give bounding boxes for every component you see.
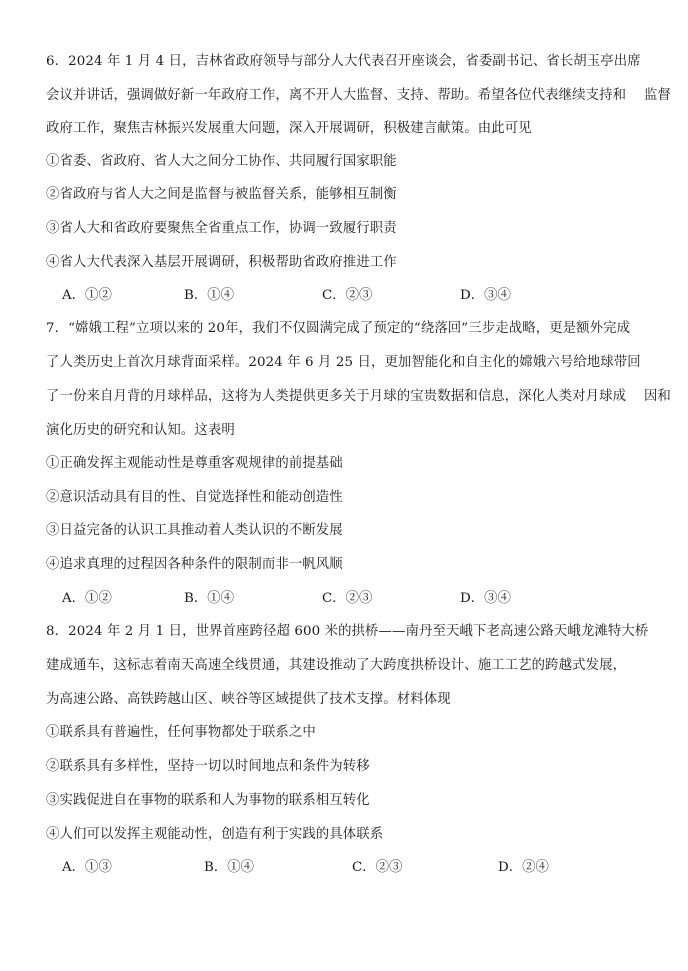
option-c[interactable]: C．②③ xyxy=(322,288,373,303)
option-a[interactable]: A．①② xyxy=(62,288,112,303)
statement-2: ②省政府与省人大之间是监督与被监督关系，能够相互制衡 xyxy=(46,187,397,202)
question-7-stem-line: 了人类历史上首次月球背面采样。2024 年 6 月 25 日，更加智能化和自主化的嫦娥六号给地球带回 xyxy=(46,355,641,370)
option-b[interactable]: B．①④ xyxy=(184,591,235,606)
statement-1: ①省委、省政府、省人大之间分工协作、共同履行国家职能 xyxy=(46,154,397,169)
option-c[interactable]: C．②③ xyxy=(352,860,403,875)
statement-4: ④追求真理的过程因各种条件的限制而非一帆风顺 xyxy=(46,557,343,572)
option-a[interactable]: A．①③ xyxy=(62,860,112,875)
option-d[interactable]: D．③④ xyxy=(460,591,511,606)
option-b[interactable]: B．①④ xyxy=(204,860,255,875)
statement-1: ①正确发挥主观能动性是尊重客观规律的前提基础 xyxy=(46,456,343,471)
option-d[interactable]: D．②④ xyxy=(498,860,549,875)
statement-3: ③日益完备的认识工具推动着人类认识的不断发展 xyxy=(46,523,343,538)
statement-3: ③实践促进自在事物的联系和人为事物的联系相互转化 xyxy=(46,793,370,808)
option-d[interactable]: D．③④ xyxy=(460,288,511,303)
question-8-stem-line: 8．2024 年 2 月 1 日，世界首座跨径超 600 米的拱桥——南丹至天峨下老高速公路天峨龙滩特大桥 xyxy=(46,624,649,639)
question-8-stem-line: 建成通车，这标志着南天高速全线贯通，其建设推动了大跨度拱桥设计、施工工艺的跨越式发展， xyxy=(46,658,627,673)
statement-4: ④省人大代表深入基层开展调研，积极帮助省政府推进工作 xyxy=(46,255,397,270)
question-8-stem-line: 为高速公路、高铁跨越山区、峡谷等区域提供了技术支撑。材料体现 xyxy=(46,692,451,707)
option-c[interactable]: C．②③ xyxy=(322,591,373,606)
statement-3: ③省人大和省政府要聚焦全省重点工作，协调一致履行职责 xyxy=(46,221,397,236)
option-a[interactable]: A．①② xyxy=(62,591,112,606)
statement-1: ①联系具有普遍性，任何事物都处于联系之中 xyxy=(46,725,316,740)
option-b[interactable]: B．①④ xyxy=(184,288,235,303)
question-7-stem-line: 演化历史的研究和认知。这表明 xyxy=(46,423,235,438)
question-6-stem-line: 6．2024 年 1 月 4 日，吉林省政府领导与部分人大代表召开座谈会，省委副书记、省长胡玉亭出席 xyxy=(46,54,641,69)
statement-2: ②联系具有多样性，坚持一切以时间地点和条件为转移 xyxy=(46,759,370,774)
question-6-stem-line: 会议并讲话，强调做好新一年政府工作，离不开人大监督、支持、帮助。希望各位代表继续支持和 监督 xyxy=(46,88,671,103)
statement-2: ②意识活动具有目的性、自觉选择性和能动创造性 xyxy=(46,490,343,505)
question-7-stem-line: 了一份来自月背的月球样品，这将为人类提供更多关于月球的宝贵数据和信息，深化人类对月球成 因和 xyxy=(46,389,671,404)
statement-4: ④人们可以发挥主观能动性，创造有利于实践的具体联系 xyxy=(46,827,384,842)
question-7-stem-line: 7．“嫦娥工程”立项以来的 20年，我们不仅圆满完成了预定的“绕落回”三步走战略，更是额外完成 xyxy=(46,321,631,336)
question-6-stem-line: 政府工作，聚焦吉林振兴发展重大问题，深入开展调研，积极建言献策。由此可见 xyxy=(46,121,532,136)
